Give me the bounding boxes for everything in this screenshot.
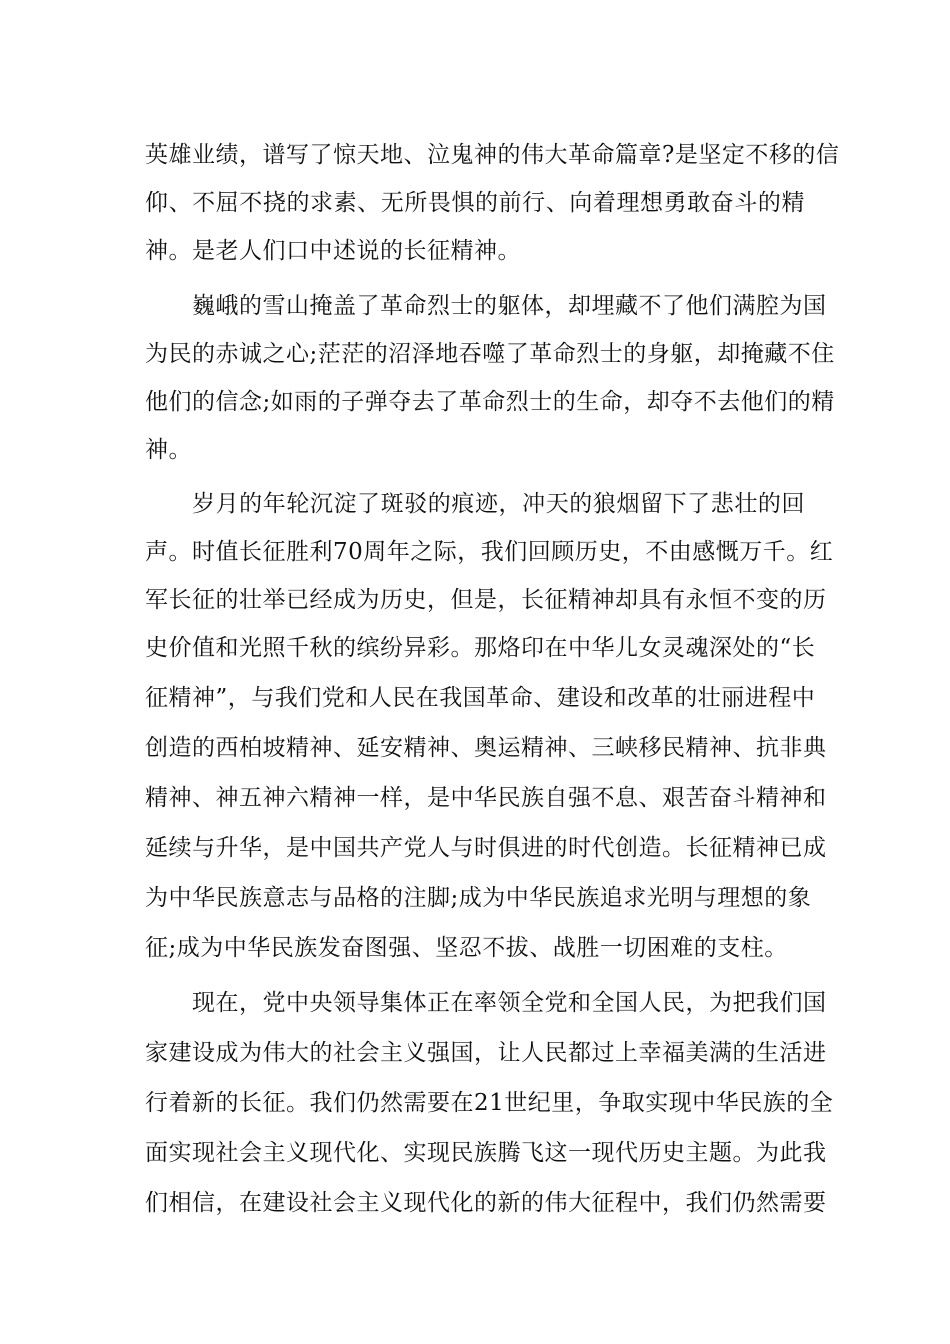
text-line: 们相信，在建设社会主义现代化的新的伟大征程中，我们仍然需要 bbox=[145, 1190, 827, 1216]
paragraph-first-line: 岁月的年轮沉淀了斑驳的痕迹，冲天的狼烟留下了悲壮的回 bbox=[192, 491, 805, 517]
text-line: 英雄业绩，谱写了惊天地、泣鬼神的伟大革命篇章?是坚定不移的信 bbox=[145, 142, 840, 168]
text-line: 神。 bbox=[145, 437, 192, 463]
text-line: 为中华民族意志与品格的注脚;成为中华民族追求光明与理想的象 bbox=[145, 885, 812, 911]
text-line: 精神、神五神六精神一样，是中华民族自强不息、艰苦奋斗精神和 bbox=[145, 785, 827, 811]
text-line: 史价值和光照千秋的缤纷异彩。那烙印在中华儿女灵魂深处的“长 bbox=[145, 635, 816, 661]
text-line: 征精神”，与我们党和人民在我国革命、建设和改革的壮丽进程中 bbox=[145, 685, 816, 711]
text-line: 军长征的壮举已经成为历史，但是，长征精神却具有永恒不变的历 bbox=[145, 587, 827, 613]
text-line: 延续与升华，是中国共产党人与时俱进的时代创造。长征精神已成 bbox=[145, 835, 827, 861]
text-line: 征;成为中华民族发奋图强、坚忍不拔、战胜一切困难的支柱。 bbox=[145, 935, 788, 961]
text-line: 面实现社会主义现代化、实现民族腾飞这一现代历史主题。为此我 bbox=[145, 1140, 827, 1166]
paragraph-first-line: 现在，党中央领导集体正在率领全党和全国人民，为把我们国 bbox=[192, 990, 827, 1016]
text-line: 神。是老人们口中述说的长征精神。 bbox=[145, 238, 521, 264]
text-line: 他们的信念;如雨的子弹夺去了革命烈士的生命，却夺不去他们的精 bbox=[145, 389, 835, 415]
text-line: 创造的西柏坡精神、延安精神、奥运精神、三峡移民精神、抗非典 bbox=[145, 735, 827, 761]
text-line: 声。时值长征胜利70周年之际，我们回顾历史，不由感慨万千。红 bbox=[145, 539, 834, 565]
text-line: 仰、不屈不挠的求素、无所畏惧的前行、向着理想勇敢奋斗的精 bbox=[145, 190, 805, 216]
text-line: 家建设成为伟大的社会主义强国，让人民都过上幸福美满的生活进 bbox=[145, 1040, 827, 1066]
paragraph-first-line: 巍峨的雪山掩盖了革命烈士的躯体，却埋藏不了他们满腔为国 bbox=[192, 293, 827, 319]
text-line: 行着新的长征。我们仍然需要在21世纪里，争取实现中华民族的全 bbox=[145, 1090, 834, 1116]
text-line: 为民的赤诚之心;茫茫的沼泽地吞噬了革命烈士的身躯，却掩藏不住 bbox=[145, 341, 835, 367]
